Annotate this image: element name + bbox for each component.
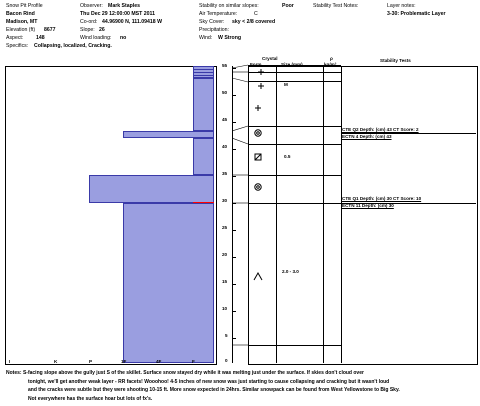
depth-tick: 5 [225,333,228,338]
faceted-crystal-icon [255,154,261,160]
profile-frame [248,66,478,365]
form-header: Form [250,62,262,67]
form-size-divider [276,66,277,363]
hardness-bar-43cm-layer [123,131,214,138]
wind-value: W Strong [218,35,242,41]
hardness-tick-K: K [54,359,58,364]
wind-loading-label: Wind loading: [80,35,112,41]
depth-tick: 50 [222,90,228,95]
stability-test-text: ECTN 4 Depth: (cm) 43 [342,134,392,139]
depth-tick: 30 [222,198,228,203]
notes-line: S-facing slope above the gully just S of the skillet. Surface snow stayed dry while it was melting just under the surface. If skies don't cloud over [22,370,364,376]
depth-tick: 0 [225,358,228,363]
observer-value: Mark Staples [108,3,141,9]
aspect-value: 148 [36,35,45,41]
depth-tick: 20 [222,252,228,257]
grain-size: 0.5 [284,154,291,159]
observer-label: Observer: [80,3,103,9]
hardness-tick-1F: 1F [121,359,127,364]
rounded-grains-icon [255,184,261,190]
depth-tick: 35 [222,171,228,176]
stability-similar-value: Poor [282,3,294,9]
coord-value: 44.96900 N, 111.09418 W [102,19,162,25]
slope-label: Slope: [80,27,95,33]
depth-tick: 45 [222,117,228,122]
date-value: Thu Dec 29 12:00:00 MST 2011 [80,11,155,17]
layer-notes-label: Layer notes: [387,3,416,9]
hardness-tick-P: P [89,359,93,364]
depth-tick: 40 [222,144,228,149]
profile-title: Snow Pit Profile [6,3,43,9]
depth-tick: 25 [222,225,228,230]
hardness-layer-line [193,69,214,70]
layer-note: 3-30: Problematic Layer [387,11,446,17]
notes-line: and the cracks were subtle but they were shooting 10-15 ft. More snow expected in 24hrs. Similar snowpack can be found from West Yellowstone to Big Sky. [28,387,400,394]
elevation-label: Elevation (ft) [6,27,36,33]
air-temp-value: C [254,11,258,17]
density-tests-divider [341,66,342,363]
crystal-header: Crystal [262,56,278,61]
aspect-label: Aspect: [6,35,24,41]
hardness-bar-upper [193,78,214,131]
layer-boundary [248,345,341,346]
stability-test-text: CTE Q2 Depth: (cm) 43 CT Score: 2 [342,127,419,132]
stability-test-text: ECTN 11 Depth: (cm) 30 [342,203,394,208]
depth-hoar-icon [254,273,262,280]
hardness-bar-base [123,203,214,363]
coord-label: Co-ord: [80,19,98,25]
density-header: ρ [330,56,333,61]
location-name: Bacon Rind [6,11,35,17]
hardness-bar-mid [193,138,214,175]
crystal-form-symbols [248,60,276,320]
grain-size: 2.0 - 3.0 [282,269,299,274]
hardness-bar-pf-layer [89,175,214,203]
stability-test-notes-label: Stability Test Notes: [313,3,359,9]
stability-similar-label: Stability on similar slopes: [199,3,259,9]
density-unit: kg/m³ [324,62,337,67]
slope-value: 26 [99,27,105,33]
sky-cover-value: sky < 2/8 covered [232,19,276,25]
notes-section [6,369,476,403]
precipitation-particle-icon [258,83,264,89]
stability-tests-header: Stability Tests [380,58,411,63]
notes-line: Not everywhere has the surface hoar but lots of fx's. [28,395,153,402]
hardness-tick-4F: 4F [156,359,162,364]
sky-cover-label: Sky Cover: [199,19,225,25]
depth-tick: 15 [222,279,228,284]
size-density-divider [323,66,324,363]
stability-test-text: CTE Q1 Depth: (cm) 30 CT Score: 10 [342,196,422,201]
hardness-layer-line [193,72,214,73]
rounded-grains-icon [255,130,261,136]
size-header: Size (mm) [281,62,303,67]
precipitation-particle-icon [258,69,264,75]
hardness-tick-I: I [9,359,11,364]
wind-loading-value: no [120,35,127,41]
precipitation-label: Precipitation: [199,27,229,33]
depth-tick: 55 [222,63,228,68]
location-region: Madison, MT [6,19,38,25]
hardness-layer-line [193,75,214,76]
elevation-value: 8677 [44,27,56,33]
grain-size: M [284,82,288,87]
notes-label: Notes: [6,370,22,376]
precipitation-particle-icon [255,105,261,111]
depth-tick: 10 [222,306,228,311]
notes-line: tonight, we'll get another weak layer - RR facets! Wooohoo! 4-5 inches of new snow was just starting to cause collapsing and cracking but it wasn't loud [28,378,390,385]
wind-label: Wind: [199,35,213,41]
specifics-label: Specifics: [6,43,29,49]
air-temp-label: Air Temperature: [199,11,238,17]
specifics-value: Collapsing, localized, Cracking. [34,43,112,49]
hardness-tick-F: F [192,359,195,364]
problem-layer-marker [193,202,214,203]
